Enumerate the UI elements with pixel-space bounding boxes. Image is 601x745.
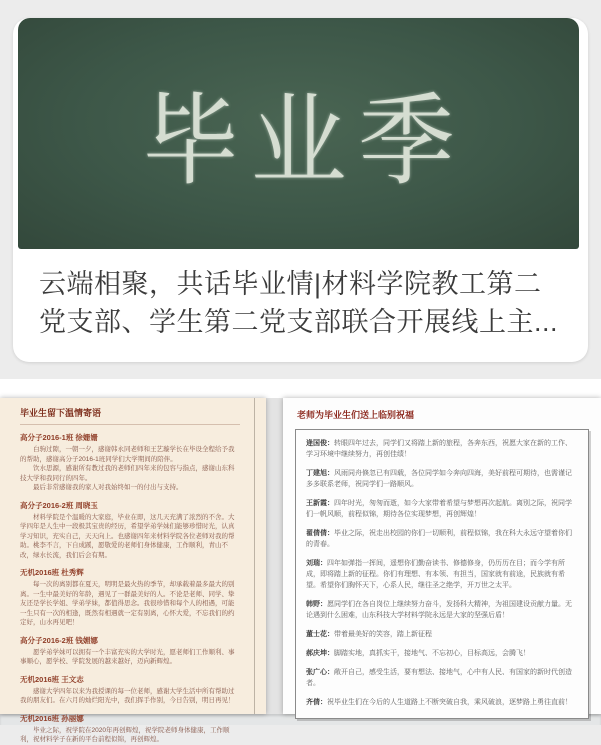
student-message-paragraph: 每一次的离别都在夏天，明明是最火热的季节，却承载着最多最大的别离。一生中最美好的年龄，遇见了一群最美好的人。不论是老师、同学、挚友还是学长学姐、学弟学妹，都值得思念。我很珍惜和每个人的相遇，可能一生只有一次的相逢，既然有相遇就一定有别离，心怀大爱，不忘我们的约定好，山水再见吧！ [20, 581, 235, 626]
student-message-heading: 高分子2016-2班 钱媚娜 [20, 635, 98, 645]
student-message-section [20, 500, 240, 561]
separator: ： [327, 440, 334, 447]
divider [20, 424, 240, 425]
separator: ： [320, 601, 327, 608]
teacher-message-text: 四年时光，匆匆而逝，如今大家带着希望与梦想再次起航。离别之际，祝同学们一帆风顺，前程似锦，期待各位实现梦想，再创辉煌！ [306, 500, 572, 518]
student-message-heading: 高分子2016-1班 徐姗姗 [20, 433, 98, 442]
teacher-name: 张广心 [306, 669, 327, 676]
student-message-section [20, 713, 240, 745]
student-message-section [20, 567, 240, 628]
graduation-banner-image [18, 18, 579, 249]
student-message-heading: 无机2016班 王文志 [20, 674, 84, 684]
page-edge-line [254, 398, 255, 714]
teacher-message-text: 愿同学们在各自岗位上继续努力奋斗，发扬科大精神，为祖国建设贡献力量。无论遇到什么困难，山东科技大学材料学院永远是大家的坚强后盾！ [306, 601, 572, 619]
student-message-paragraph: 感谢大学四年以来为我授课的每一位老师，感谢大学生活中所有帮助过我的朋友们。在六月的灿烂阳光中，我们挥手作别，今日告别，明日再见！ [20, 687, 235, 704]
left-page-title: 毕业生留下温情寄语 [20, 408, 102, 418]
student-message-paragraph: 饮水思源，感谢所有教过我的老师们四年来的包容与指点，感谢山东科技大学和我同行的四年。 [20, 465, 235, 482]
pages-gap [266, 398, 283, 714]
student-message-paragraph: 白驹过隙，一朝一夕，感谢韩永同老师和王艺璇学长在毕设全程给予我的帮助，感谢高分子2016-1班同学们大学期间的陪伴。 [20, 446, 235, 463]
right-page-title: 老师为毕业生们送上临别祝福 [297, 410, 415, 420]
separator: ： [327, 669, 334, 676]
student-message-paragraph: 毕业之际，祝学院在2020年再创辉煌，祝学院老师身体健康，工作顺利，祝材料学子在新的平台前程似锦，再创辉煌。 [20, 726, 230, 743]
teacher-name: 刘瑞 [306, 560, 320, 567]
teacher-name: 齐倩 [306, 699, 320, 706]
teacher-message [306, 648, 578, 659]
separator: ： [320, 699, 327, 706]
teacher-message [306, 697, 578, 708]
separator: ： [327, 650, 334, 657]
teacher-message-text: 祝毕业生们在今后的人生道路上不断突破自我，乘风破浪，逐梦路上勇往直前！ [327, 699, 572, 706]
student-message-section [20, 674, 240, 706]
teacher-message [306, 498, 578, 520]
separator: ： [327, 500, 334, 507]
article-body-section [0, 379, 601, 743]
separator: ： [320, 560, 327, 567]
student-message-section [20, 432, 240, 493]
teacher-message [306, 599, 578, 621]
separator: ： [327, 631, 334, 638]
student-message-heading: 无机2016班 杜秀辉 [20, 568, 84, 577]
teacher-wishes-box [295, 429, 589, 719]
teacher-message [306, 528, 578, 550]
teacher-message [306, 667, 578, 689]
teacher-message-text: 脚踏实地，真抓实干，接地气、不忘初心，目标高远，会腾飞！ [334, 650, 530, 657]
student-message-heading: 无机2016班 孙丽娜 [20, 713, 84, 723]
separator: ： [327, 530, 334, 537]
teacher-name: 韩野 [306, 601, 320, 608]
teacher-message [306, 468, 578, 490]
teacher-message-text: 带着最美好的笑容，踏上新征程 [334, 631, 432, 638]
teacher-name: 董士花 [306, 631, 327, 638]
teacher-message-text: 转眼四年过去，同学们又将踏上新的旅程，各奔东西，祝愿大家在新的工作、学习环境中继续努力，再创佳绩！ [306, 440, 572, 458]
banner-chalk-text: 毕业季 [142, 86, 467, 198]
teacher-name: 翟倩倩 [306, 530, 327, 537]
teacher-name: 王新霞 [306, 500, 327, 507]
article-title[interactable]: 云端相聚，共话毕业情|材料学院教工第二党支部、学生第二党支部联合开展线上主... [39, 269, 559, 337]
scanned-pages-row [0, 398, 601, 743]
teacher-message-text: 毕业之际，祝走出校园的你们一切顺利，前程似锦，我在科大永远守望着你们的青春。 [306, 530, 572, 548]
teacher-message-text: 风雨同舟倏忽已有四载，各位同学如今奔向四海，美好前程可期待，也需谨记多多联系老师，祝同学们一路顺风。 [306, 470, 572, 488]
student-message-section [20, 635, 240, 667]
article-card[interactable] [13, 18, 588, 362]
teacher-message-text: 敞开自己，感受生活，要有想法、接地气，心中有人民、有国家的新时代创造者。 [306, 669, 572, 687]
teacher-message-text: 四年如弹指一挥间，遥想你们勤奋读书、修德修身，仍历历在目；而今学有所成，即将踏上新的征程。你们有理想、有本领、有担当，国家就有前途，民族就有希望。希望你们胸怀天下，心系人民，继往圣之绝学，开万世之太平。 [306, 560, 565, 589]
separator: ： [327, 470, 334, 477]
student-message-heading: 高分子2016-2班 周晓玉 [20, 500, 98, 510]
student-messages-page-image [0, 398, 266, 743]
teacher-wishes-page-image [283, 398, 601, 714]
student-message-paragraph: 最后非常感谢我的家人对我始终如一的付出与支持。 [33, 484, 183, 491]
teacher-name: 逄国俊 [306, 440, 327, 447]
teacher-name: 丁建旭 [306, 470, 327, 477]
student-message-paragraph: 愿学弟学妹可以拥有一个丰富充实的大学时光，愿老师们工作顺利、事事顺心，愿学校、学院发展的越来越好，迈向新辉煌。 [20, 648, 235, 665]
student-message-paragraph: 材料学院是个温暖的大家庭，毕业在即，这几天充满了浓烈的不舍。大学四年是人生中一段极其宝贵的经历，希望学弟学妹们能够珍惜时光，认真学习知识，充实自己，天天向上。也感谢四年来材料学院各位老师对我的帮助。桃李不言，下自成蹊，愿敬爱的老师们身体健康，工作顺利，青山不改，绿水长流，我们后会有期。 [20, 513, 235, 559]
teacher-message [306, 629, 578, 640]
teacher-message [306, 438, 578, 460]
teacher-message [306, 558, 578, 591]
teacher-name: 郝庆坤 [306, 650, 327, 657]
